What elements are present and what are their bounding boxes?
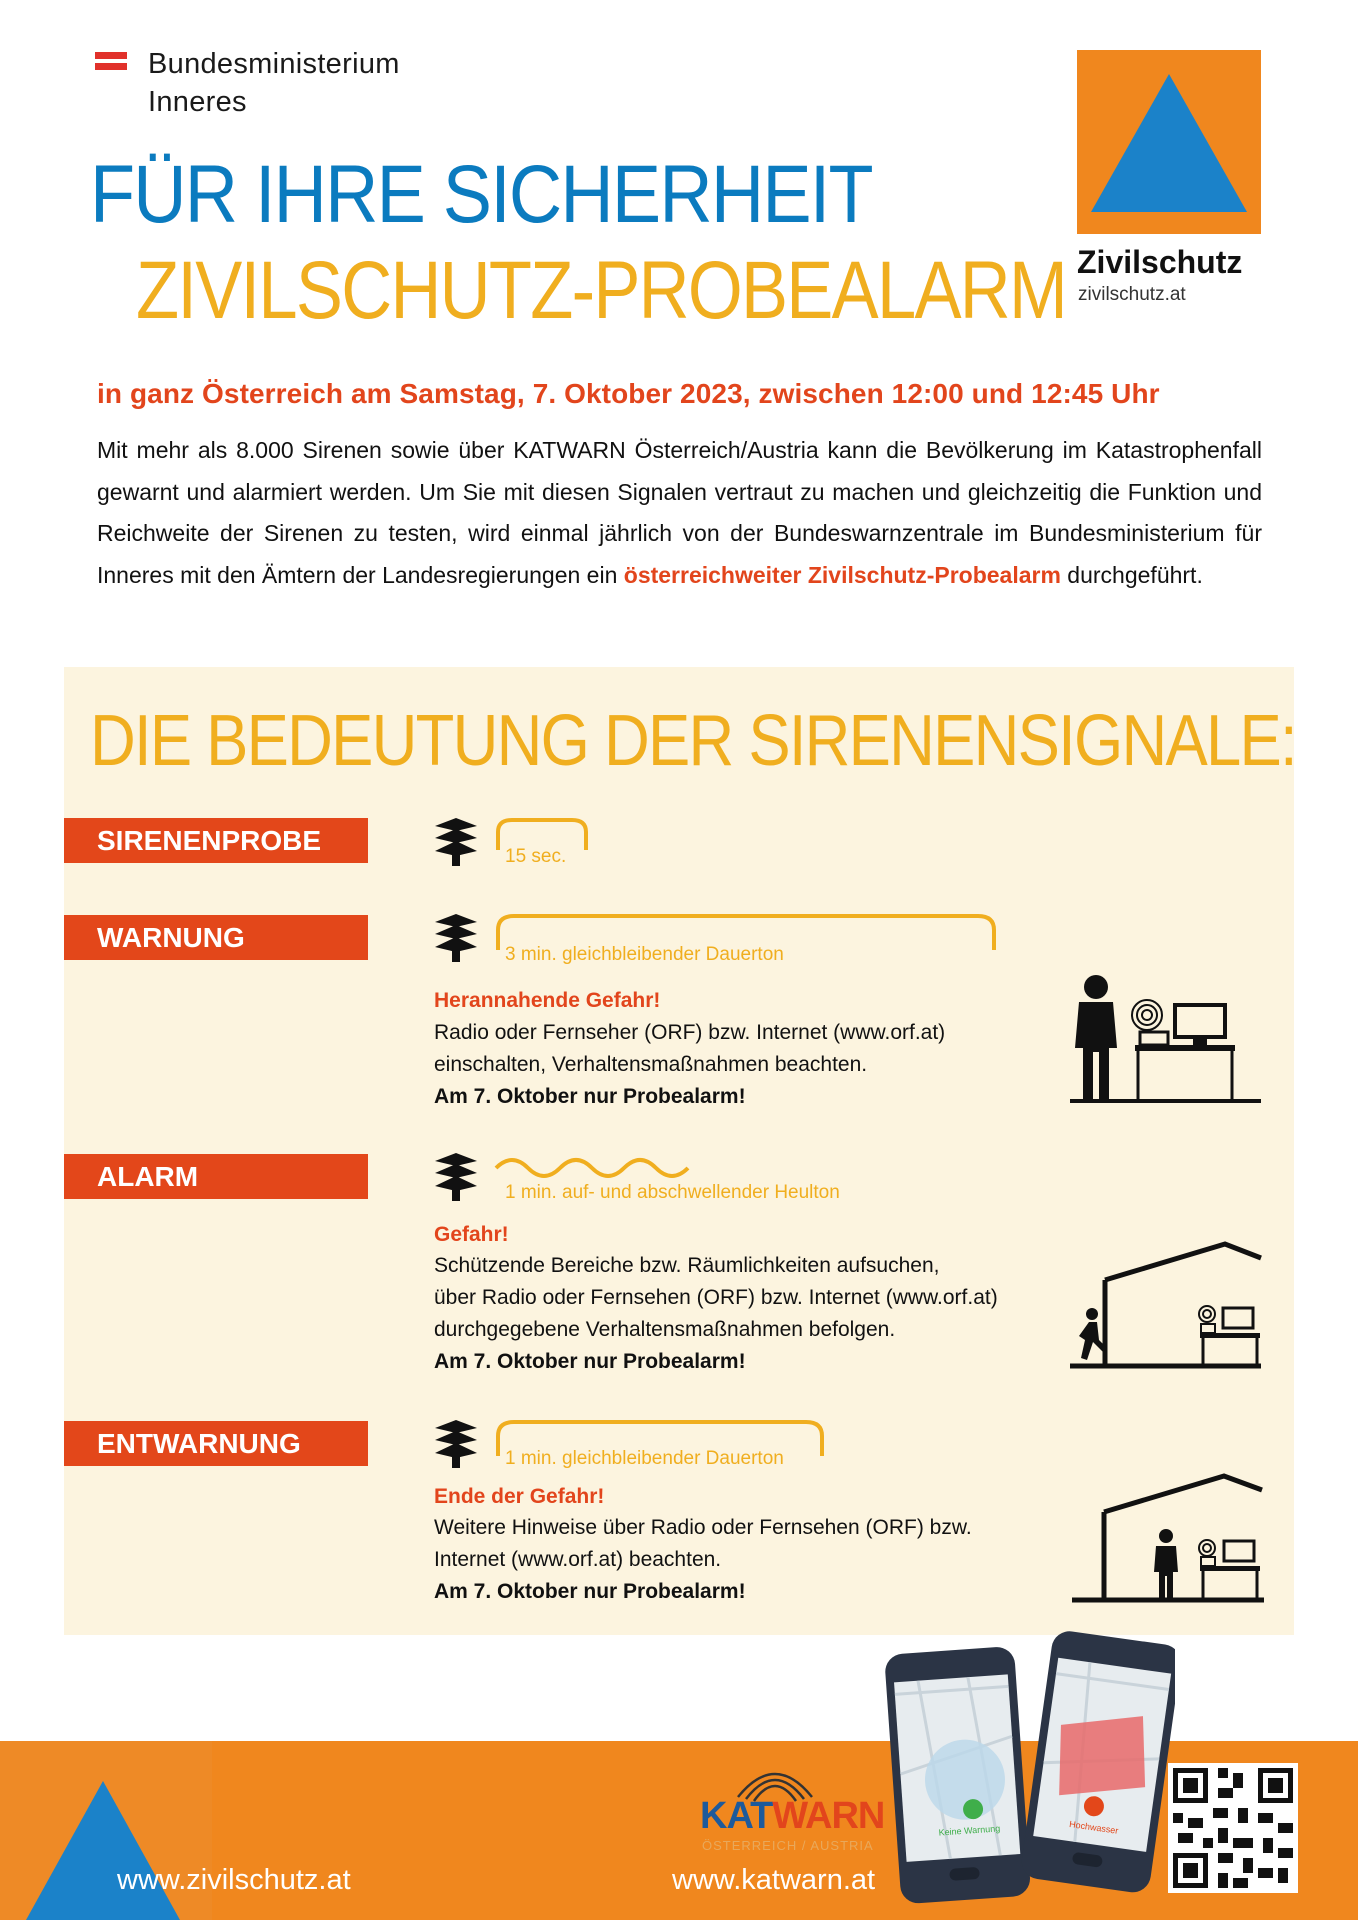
page-subtitle: ZIVILSCHUTZ-PROBEALARM <box>136 245 1066 336</box>
siren-icon <box>433 816 479 868</box>
siren-icon <box>433 1151 479 1203</box>
alarm-note: Am 7. Oktober nur Probealarm! <box>434 1350 746 1373</box>
date-line: in ganz Österreich am Samstag, 7. Oktober 2023, zwischen 12:00 und 12:45 Uhr <box>97 378 1160 409</box>
intro-body: Mit mehr als 8.000 Sirenen sowie über KATWARN Österreich/Austria kann die Bevölkerung im Katastrophenfall gewarnt und alarmiert werden. Um Sie mit diesen Signalen vertraut zu machen und gleichzeitig die Funktion und Reichweite der Sirenen zu testen, wird einmal jährlich von der Bundeswarnzentrale im Bundesministerium für Inneres mit den Ämtern der Landesregierungen ein <box>97 437 1262 588</box>
entwarnung-text-2: Internet (www.orf.at) beachten. <box>434 1548 722 1571</box>
intro-body-end: durchgeführt. <box>1060 561 1203 588</box>
intro-highlight: österreichweiter Zivilschutz-Probealarm <box>623 561 1061 588</box>
warnung-note: Am 7. Oktober nur Probealarm! <box>434 1085 746 1108</box>
label-alarm: ALARM <box>64 1154 368 1199</box>
person-entering-house-icon <box>1065 1240 1265 1370</box>
alarm-heading: Gefahr! <box>434 1223 509 1246</box>
duration-entwarnung: 1 min. gleichbleibender Dauerton <box>505 1448 784 1469</box>
label-entwarnung: ENTWARNUNG <box>64 1421 368 1466</box>
katwarn-sub: ÖSTERREICH / AUSTRIA <box>702 1838 874 1853</box>
logo-name: Zivilschutz <box>1077 244 1243 280</box>
zivilschutz-logo-icon <box>1077 50 1261 234</box>
katwarn-logo-warn: WARN <box>772 1795 885 1837</box>
signals-title: DIE BEDEUTUNG DER SIRENENSIGNALE: <box>90 701 1296 781</box>
warnung-heading: Herannahende Gefahr! <box>434 989 661 1012</box>
logo-url[interactable]: zivilschutz.at <box>1078 284 1186 305</box>
ministry-name: Bundesministerium <box>148 48 400 80</box>
warnung-text-2: einschalten, Verhaltensmaßnahmen beachten. <box>434 1053 868 1076</box>
katwarn-logo <box>700 1795 884 1838</box>
siren-icon <box>433 1418 479 1470</box>
entwarnung-heading: Ende der Gefahr! <box>434 1485 605 1508</box>
warnung-text-1: Radio oder Fernseher (ORF) bzw. Internet (www.orf.at) <box>434 1021 946 1044</box>
label-warnung: WARNUNG <box>64 915 368 960</box>
siren-icon <box>433 912 479 964</box>
person-radio-tv-icon <box>1065 970 1265 1105</box>
alarm-text-1: Schützende Bereiche bzw. Räumlichkeiten aufsuchen, <box>434 1254 940 1277</box>
ministry-sub: Inneres <box>148 86 247 118</box>
austria-flag-icon <box>95 52 127 76</box>
label-sirenenprobe: SIRENENPROBE <box>64 818 368 863</box>
entwarnung-note: Am 7. Oktober nur Probealarm! <box>434 1580 746 1603</box>
qr-code[interactable] <box>1168 1763 1298 1893</box>
entwarnung-text-1: Weitere Hinweise über Radio oder Fernsehen (ORF) bzw. <box>434 1516 972 1539</box>
alarm-text-2: über Radio oder Fernsehen (ORF) bzw. Internet (www.orf.at) <box>434 1286 998 1309</box>
person-inside-house-icon <box>1068 1472 1268 1604</box>
katwarn-logo-kat: KAT <box>700 1795 773 1837</box>
alarm-text-3: durchgegebene Verhaltensmaßnahmen befolgen. <box>434 1318 896 1341</box>
zivilschutz-link[interactable]: www.zivilschutz.at <box>117 1864 351 1896</box>
duration-sirenenprobe: 15 sec. <box>505 846 567 867</box>
signal-wave-oscillating <box>494 1150 704 1184</box>
katwarn-link[interactable]: www.katwarn.at <box>672 1864 876 1896</box>
phone1-status: Keine Warnung <box>938 1823 1001 1838</box>
katwarn-phones-image <box>885 1630 1175 1905</box>
intro-text <box>97 430 1262 596</box>
phone2-status: Hochwasser <box>1068 1818 1119 1836</box>
page-title: FÜR IHRE SICHERHEIT <box>90 149 872 240</box>
duration-alarm: 1 min. auf- und abschwellender Heulton <box>505 1182 840 1203</box>
duration-warnung: 3 min. gleichbleibender Dauerton <box>505 944 784 965</box>
